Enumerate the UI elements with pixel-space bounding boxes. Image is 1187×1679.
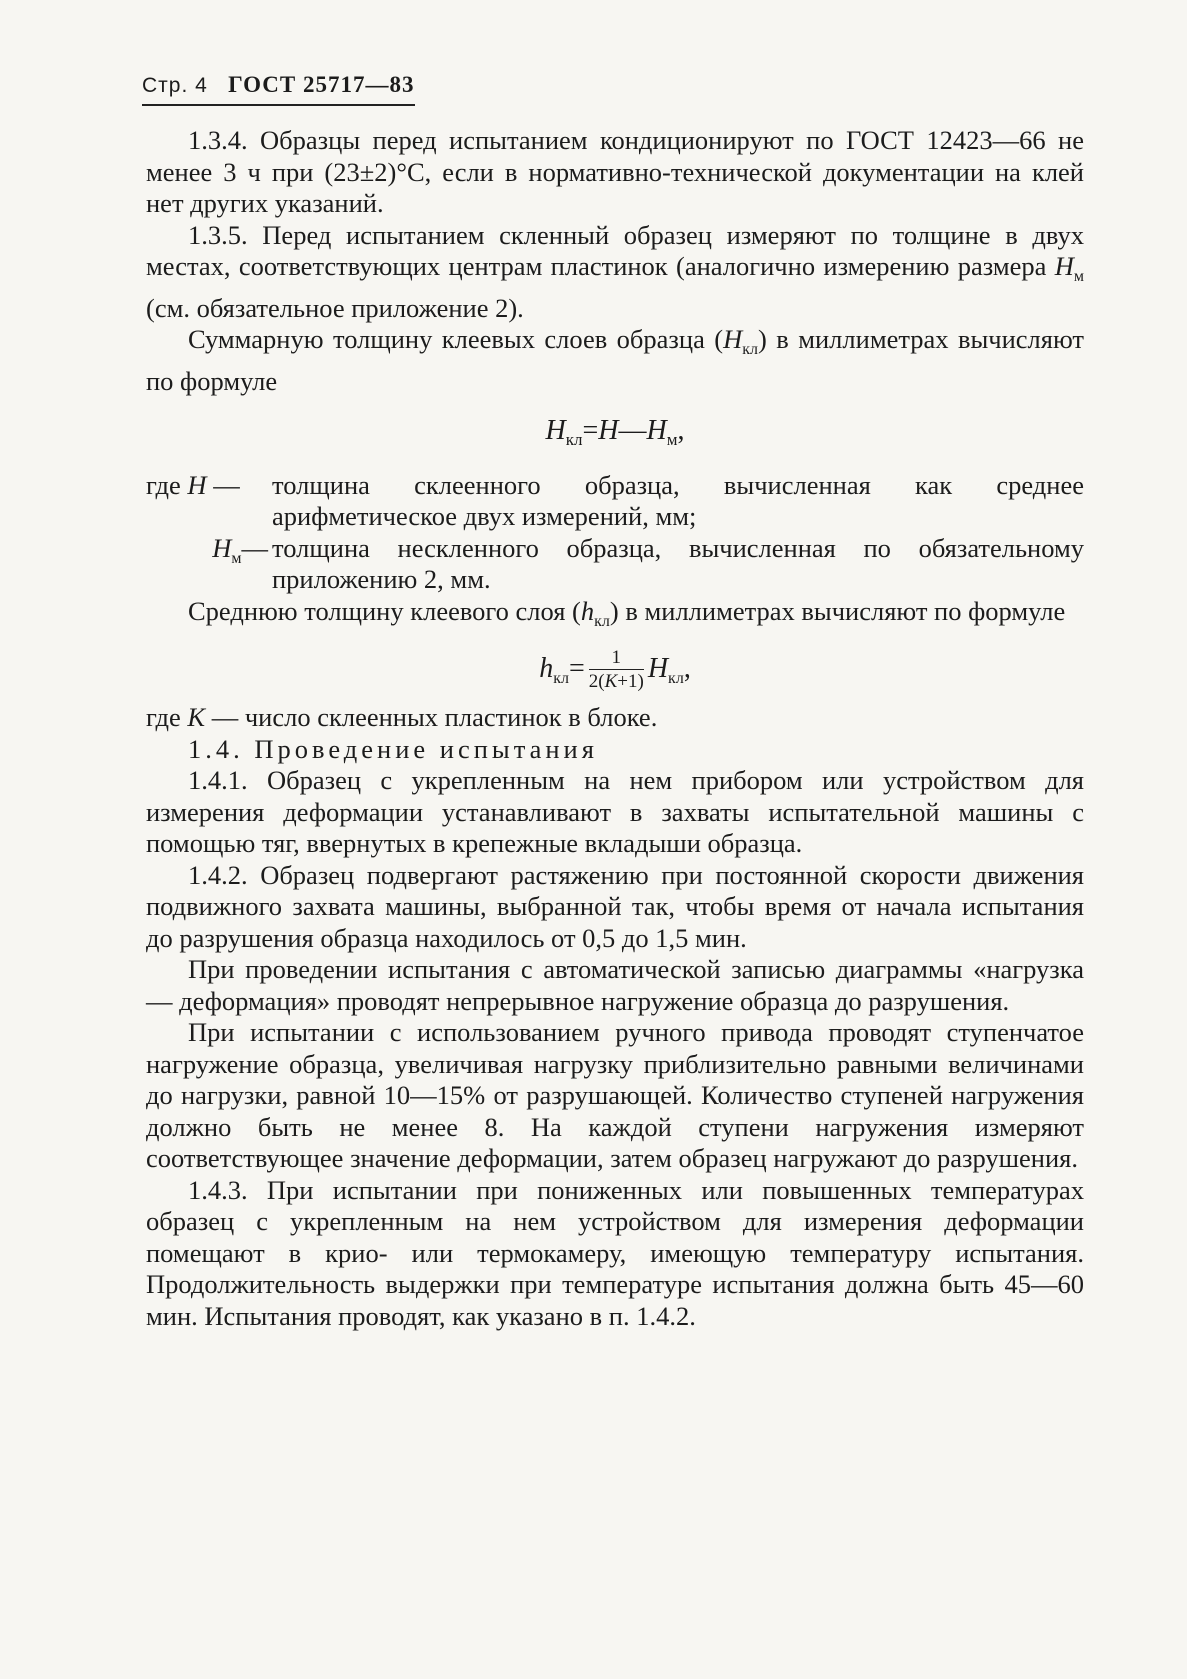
paragraph-1-4-2-auto: При проведении испытания с автоматической записью диаграммы «нагрузка — деформация» проводят непрерывное нагружение образца до разрушения.	[146, 954, 1084, 1016]
where-item-hm: $H_м—$ толщина нескленного образца, вычисленная по обязательному приложению 2, мм.	[212, 532, 1084, 594]
paragraph-average-thickness: Среднюю толщину клеевого слоя $(h_{кл})$ в миллиметрах вычисляют по формуле	[188, 595, 1066, 630]
paragraph-1-4-2: 1.4.2. Образец подвергают растяжению при постоянной скорости движения подвижного захвата машины, выбранной так, чтобы время от начала испытания до разрушения образца находилось от 0,5 до 1,5 мин.	[146, 859, 1084, 953]
paragraph-1-3-4: 1.3.4. Образцы перед испытанием кондиционируют по ГОСТ 12423—66 не менее 3 ч при (23±2)°С, если в нормативно-технической документации на клей нет других указаний.	[146, 125, 1084, 218]
where-item-k: где K — число склеенных пластинок в блоке.	[146, 702, 658, 733]
fraction: $\frac{1}{2(K+1)}$	[588, 647, 644, 692]
document-title: ГОСТ 25717—83	[228, 72, 415, 97]
paragraph-1-4-1: 1.4.1. Образец с укрепленным на нем прибором или устройством для измерения деформации устанавливают в захваты испытательной машины с помощью тяг, ввернутых в крепежные вкладыши образца.	[146, 765, 1084, 859]
paragraph-total-thickness: Суммарную толщину клеевых слоев образца $(H_{кл})$ в миллиметрах вычисляют по формуле	[146, 324, 1084, 396]
where-item-h: где H — толщина склеенного образца, вычисленная как среднее арифметическое двух измерений, мм;	[146, 469, 1084, 531]
page-number: Стр. 4	[142, 74, 208, 97]
document-body	[146, 125, 1084, 1332]
formula-average-thickness: $h_{кл}=$ $\frac{1}{2(K+1)}$ $H_{кл}$,	[539, 647, 691, 692]
paragraph-1-3-5: 1.3.5. Перед испытанием скленный образец измеряют по толщине в двух местах, соответствующих центрам пластинок (аналогично измерению размера $H_м$ (см. обязательное приложение 2).	[146, 219, 1084, 323]
section-heading-1-4: 1.4. Проведение испытания	[188, 733, 598, 764]
where-list-1	[146, 470, 1084, 596]
formula-total-thickness: $H_{кл}=H—H_м$,	[545, 415, 685, 449]
paragraph-1-4-2-manual: При испытании с использованием ручного привода проводят ступенчатое нагружение образца, увеличивая нагрузку приблизительно равными величинами до нагрузки, равной 10—15% от разрушающей. Количество ступеней нагружения должно быть не менее 8. На каждой ступени нагружения измеряют соответствующее значение деформации, затем образец нагружают до разрушения.	[146, 1017, 1084, 1174]
paragraph-1-4-3: 1.4.3. При испытании при пониженных или повышенных температурах образец с укрепленным на нем устройством для измерения деформации помещают в крио- или термокамеру, имеющую температуру испытания. Продолжительность выдержки при температуре испытания должна быть 45—60 мин. Испытания проводят, как указано в п. 1.4.2.	[146, 1174, 1084, 1331]
page-header	[142, 72, 415, 106]
